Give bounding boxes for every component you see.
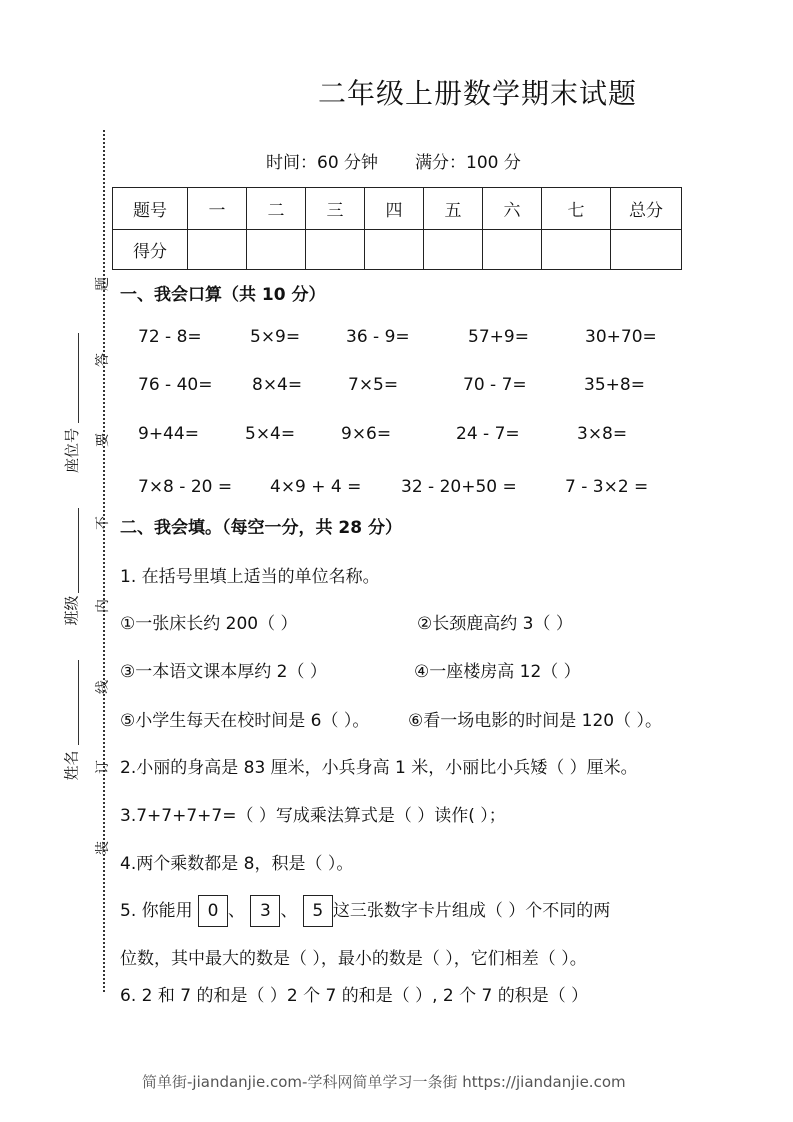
question-1-item: ①一张床长约 200（ ） <box>120 614 298 634</box>
separator: 、 <box>228 901 246 921</box>
calc-item: 57+9= <box>468 327 529 347</box>
binding-char: 订 <box>95 760 111 774</box>
question-1-item: ④一座楼房高 12（ ） <box>414 662 581 682</box>
score-table-score-row <box>113 230 682 270</box>
section2-heading: 二、我会填。（每空一分，共 28 分） <box>120 518 402 538</box>
score-input-cell[interactable] <box>188 230 247 270</box>
question-1-item: ③一本语文课本厚约 2（ ） <box>120 662 327 682</box>
score-cell: 四 <box>365 188 424 230</box>
question-1-item: ⑥看一场电影的时间是 120（ ）。 <box>408 711 662 731</box>
question-2: 2.小丽的身高是 83 厘米，小兵身高 1 米，小丽比小兵矮（ ）厘米。 <box>120 758 638 778</box>
binding-char: 题 <box>95 277 111 291</box>
exam-time: 时间：60 分钟 <box>266 153 379 173</box>
score-cell: 五 <box>424 188 483 230</box>
exam-full-score: 满分：100 分 <box>415 153 521 173</box>
calc-item: 3×8= <box>577 424 628 444</box>
binding-char: 不 <box>95 516 111 530</box>
page-footer: 简单街-jiandanjie.com-学科网简单学习一条街 https://jiandanjie.com <box>142 1073 626 1091</box>
question-5-line2: 位数，其中最大的数是（ ），最小的数是（ ），它们相差（ ）。 <box>120 949 587 969</box>
calc-item: 8×4= <box>252 375 303 395</box>
score-cell: 得分 <box>113 230 188 270</box>
calc-item: 30+70= <box>585 327 657 347</box>
score-cell: 三 <box>306 188 365 230</box>
score-cell: 一 <box>188 188 247 230</box>
question-4: 4.两个乘数都是 8，积是（ ）。 <box>120 854 354 874</box>
calc-item: 32 - 20+50 = <box>401 477 517 497</box>
class-label: 班级 <box>62 595 81 626</box>
score-input-cell[interactable] <box>611 230 682 270</box>
score-input-cell[interactable] <box>424 230 483 270</box>
score-input-cell[interactable] <box>542 230 611 270</box>
question-1: 1. 在括号里填上适当的单位名称。 <box>120 567 380 587</box>
score-input-cell[interactable] <box>483 230 542 270</box>
binding-char: 答 <box>95 353 111 367</box>
page-title: 二年级上册数学期末试题 <box>318 77 638 110</box>
binding-char: 线 <box>95 680 111 694</box>
name-label: 姓名 <box>62 750 81 781</box>
score-input-cell[interactable] <box>247 230 306 270</box>
score-table-header-row <box>113 188 682 230</box>
question-5 <box>120 895 610 927</box>
calc-item: 7 - 3×2 = <box>565 477 649 497</box>
digit-card: 0 <box>198 895 228 927</box>
calc-item: 35+8= <box>584 375 645 395</box>
name-field[interactable] <box>78 660 79 745</box>
score-cell: 二 <box>247 188 306 230</box>
calc-item: 7×5= <box>348 375 399 395</box>
calc-item: 9×6= <box>341 424 392 444</box>
score-cell: 七 <box>542 188 611 230</box>
section1-heading: 一、我会口算（共 10 分） <box>120 285 326 305</box>
digit-card: 5 <box>303 895 333 927</box>
seat-number-field[interactable] <box>78 333 79 423</box>
question-5-prefix: 5. 你能用 <box>120 901 193 921</box>
question-1-item: ②长颈鹿高约 3（ ） <box>417 614 573 634</box>
binding-char: 内 <box>95 599 111 613</box>
calc-item: 24 - 7= <box>456 424 520 444</box>
binding-char: 要 <box>95 433 111 447</box>
question-6: 6. 2 和 7 的和是（ ）2 个 7 的和是（ ）, 2 个 7 的积是（ ） <box>120 986 589 1006</box>
calc-item: 5×9= <box>250 327 301 347</box>
calc-item: 9+44= <box>138 424 199 444</box>
score-input-cell[interactable] <box>306 230 365 270</box>
calc-item: 76 - 40= <box>138 375 213 395</box>
question-5-suffix: 这三张数字卡片组成（ ）个不同的两 <box>332 901 611 921</box>
score-cell: 总分 <box>611 188 682 230</box>
score-cell: 六 <box>483 188 542 230</box>
score-table <box>112 187 682 270</box>
calc-item: 5×4= <box>245 424 296 444</box>
calc-item: 70 - 7= <box>463 375 527 395</box>
calc-item: 4×9 + 4 = <box>270 477 362 497</box>
digit-card: 3 <box>250 895 280 927</box>
binding-dotted-line <box>103 130 105 992</box>
question-1-item: ⑤小学生每天在校时间是 6（ ）。 <box>120 711 370 731</box>
seat-number-label: 座位号 <box>63 427 82 474</box>
calc-item: 72 - 8= <box>138 327 202 347</box>
score-cell: 题号 <box>113 188 188 230</box>
calc-item: 36 - 9= <box>346 327 410 347</box>
calc-item: 7×8 - 20 = <box>138 477 233 497</box>
class-field[interactable] <box>78 508 79 593</box>
score-input-cell[interactable] <box>365 230 424 270</box>
binding-char: 装 <box>95 841 111 855</box>
question-3: 3.7+7+7+7=（ ）写成乘法算式是（ ）读作( ）； <box>120 806 506 826</box>
separator: 、 <box>280 901 298 921</box>
